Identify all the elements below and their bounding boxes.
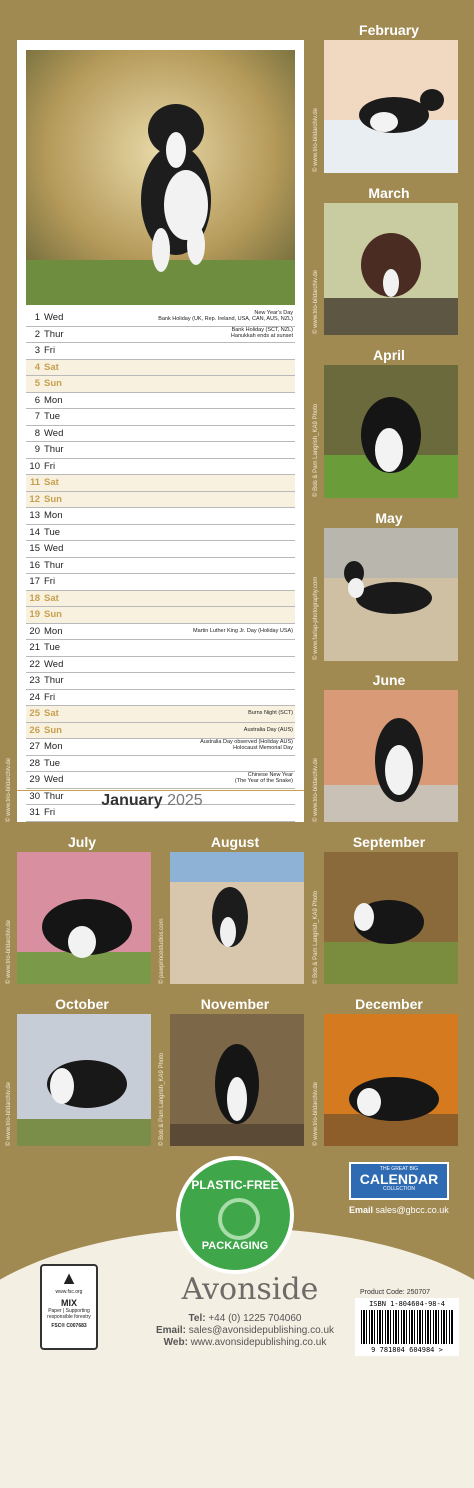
day-number: 6 — [34, 394, 40, 406]
aug-dog-photo — [170, 852, 304, 984]
day-weekday: Fri — [44, 691, 56, 703]
event-text: Hanukkah ends at sunset — [230, 332, 293, 339]
day-number: 1 — [34, 312, 40, 323]
apr-label: April — [373, 347, 405, 363]
day-events — [235, 772, 293, 785]
day-row — [26, 525, 295, 542]
event-text: Bank Holiday (UK, Rep. Ireland, USA, CAN, AUS, NZL) — [158, 316, 293, 323]
day-events — [231, 327, 293, 340]
sep-photo-credit: © Bob & Pam Langrish_KA9 Photo — [313, 890, 319, 984]
apr-photo-image — [324, 365, 458, 498]
web-label: Web: — [163, 1337, 188, 1348]
day-row — [26, 343, 295, 360]
mar-label: March — [368, 185, 410, 201]
dec-dog-photo — [324, 1014, 458, 1146]
day-row — [26, 723, 295, 740]
day-weekday: Fri — [44, 576, 56, 587]
recycle-icon — [218, 1198, 260, 1240]
day-list — [26, 310, 295, 822]
web-value: www.avonsidepublishing.co.uk — [190, 1337, 327, 1348]
event-text: (The Year of the Snake) — [234, 778, 293, 785]
day-weekday: Mon — [44, 394, 63, 406]
feb-dog-photo — [324, 40, 458, 173]
day-row — [26, 558, 295, 575]
jun-photo-image — [324, 690, 458, 822]
nov-photo-credit: © Bob & Pam Langrish_KA9 Photo — [159, 1052, 165, 1146]
day-row — [26, 327, 295, 344]
day-number: 4 — [34, 361, 40, 373]
day-number: 18 — [29, 592, 40, 604]
day-row — [26, 393, 295, 410]
day-weekday: Thur — [44, 444, 64, 455]
mar-photo-image — [324, 203, 458, 335]
tel-value: +44 (0) 1225 704060 — [208, 1313, 302, 1324]
email2-label: Email: — [155, 1325, 186, 1336]
day-weekday: Mon — [44, 510, 63, 521]
jun-photo-credit: © www.trio-bildarchiv.de — [313, 758, 319, 822]
calendar-logo-top: THE GREAT BIG — [379, 1166, 419, 1172]
day-weekday: Fri — [44, 807, 56, 818]
day-row — [26, 739, 295, 756]
gbcc-email-label: Email — [349, 1205, 374, 1215]
event-text: Australia Day (AUS) — [243, 726, 293, 733]
avonside-brand: Avonside — [181, 1272, 319, 1307]
sep-dog-photo — [324, 852, 458, 984]
fsc-mix: MIX — [60, 1298, 77, 1308]
oct-photo-credit: © www.trio-bildarchiv.de — [6, 1082, 12, 1146]
day-number: 30 — [29, 790, 40, 802]
day-number: 12 — [29, 493, 40, 505]
day-number: 25 — [29, 708, 40, 719]
barcode-bars — [361, 1310, 453, 1344]
day-row — [26, 475, 295, 492]
product-code: Product Code: 250707 — [360, 1289, 431, 1296]
day-row — [26, 640, 295, 657]
day-row — [26, 492, 295, 509]
january-photo-image — [26, 50, 295, 305]
badge-bottom-text: PACKAGING — [201, 1240, 269, 1252]
day-number: 22 — [29, 658, 40, 670]
mar-photo-credit: © www.trio-bildarchiv.de — [313, 270, 319, 334]
day-weekday: Fri — [44, 460, 56, 472]
mar-dog-photo — [324, 203, 458, 335]
may-dog-photo — [324, 528, 458, 661]
day-events — [193, 628, 293, 634]
barcode-digits: 9 781804 604984 > — [371, 1346, 443, 1354]
calendar-logo-bottom: COLLECTION — [383, 1186, 415, 1192]
day-number: 16 — [29, 559, 40, 571]
day-weekday: Mon — [44, 741, 63, 752]
day-number: 15 — [29, 543, 40, 554]
day-weekday: Thur — [44, 675, 64, 686]
day-weekday: Tue — [44, 757, 61, 769]
jul-label: July — [67, 834, 96, 850]
day-number: 31 — [29, 807, 40, 818]
day-weekday: Fri — [44, 345, 56, 356]
aug-label: August — [210, 834, 260, 850]
day-number: 29 — [29, 774, 40, 785]
day-weekday: Tue — [44, 642, 61, 653]
day-events — [200, 739, 293, 752]
day-weekday: Thur — [44, 559, 64, 571]
fsc-code: FSC® C007683 — [51, 1323, 87, 1329]
day-number: 5 — [34, 378, 40, 389]
day-row — [26, 409, 295, 426]
feb-photo-image — [324, 40, 458, 173]
sep-photo-image — [324, 852, 458, 984]
fsc-logo — [40, 1264, 98, 1350]
contact-block — [120, 1313, 370, 1349]
nov-label: November — [200, 996, 270, 1012]
day-weekday: Sun — [44, 378, 62, 389]
day-number: 17 — [29, 576, 40, 587]
oct-dog-photo — [17, 1014, 151, 1146]
day-row — [26, 607, 295, 624]
dec-photo-image — [324, 1014, 458, 1146]
day-row — [26, 508, 295, 525]
day-weekday: Thur — [44, 790, 64, 802]
fsc-text: Paper | Supporting responsible forestry — [47, 1308, 91, 1320]
day-weekday: Sat — [44, 361, 59, 373]
event-text: Martin Luther King Jr. Day (Holiday USA) — [193, 627, 293, 634]
day-row — [26, 442, 295, 459]
event-text: Bank Holiday (SCT, NZL) — [231, 326, 293, 333]
email2-value: sales@avonsidepublishing.co.uk — [188, 1325, 335, 1336]
may-photo-credit: © www.farlap-photography.com — [313, 576, 319, 660]
day-row — [26, 673, 295, 690]
day-weekday: Thur — [44, 328, 64, 340]
jun-dog-photo — [324, 690, 458, 822]
tree-icon: ▲ — [60, 1268, 78, 1288]
day-row — [26, 591, 295, 608]
jul-dog-photo — [17, 852, 151, 984]
month-title-rule — [17, 790, 304, 791]
nov-photo-image — [170, 1014, 304, 1146]
day-events — [158, 310, 293, 323]
day-row — [26, 310, 295, 327]
day-weekday: Sun — [44, 493, 62, 505]
day-weekday: Wed — [44, 427, 64, 439]
jun-label: June — [372, 672, 406, 688]
day-row — [26, 690, 295, 707]
day-number: 28 — [29, 757, 40, 769]
jul-photo-image — [17, 852, 151, 984]
day-events — [244, 727, 293, 733]
day-events — [248, 710, 293, 716]
event-text: Holocaust Memorial Day — [233, 745, 293, 752]
day-number: 23 — [29, 675, 40, 686]
day-row — [26, 706, 295, 723]
day-number: 14 — [29, 526, 40, 538]
feb-photo-credit: © www.trio-bildarchiv.de — [313, 108, 319, 172]
gbcc-email — [349, 1205, 449, 1215]
jul-photo-credit: © www.trio-bildarchiv.de — [6, 920, 12, 984]
day-row — [26, 772, 295, 789]
day-row — [26, 426, 295, 443]
day-weekday: Tue — [44, 526, 61, 538]
event-text: New Year's Day — [254, 310, 293, 316]
event-text: Chinese New Year — [247, 772, 293, 778]
month-name: January — [101, 792, 163, 809]
nov-dog-photo — [170, 1014, 304, 1146]
day-number: 9 — [34, 444, 40, 455]
day-number: 19 — [29, 609, 40, 620]
january-dog-photo — [26, 50, 295, 305]
aug-photo-image — [170, 852, 304, 984]
day-number: 24 — [29, 691, 40, 703]
day-weekday: Sat — [44, 708, 59, 719]
dec-photo-credit: © www.trio-bildarchiv.de — [313, 1082, 319, 1146]
day-weekday: Wed — [44, 543, 64, 554]
oct-label: October — [55, 996, 109, 1012]
day-number: 8 — [34, 427, 40, 439]
fsc-site: www.fsc.org — [55, 1289, 83, 1295]
calendar-logo-main: CALENDAR — [359, 1171, 439, 1187]
may-photo-image — [324, 528, 458, 661]
day-weekday: Sun — [44, 724, 62, 736]
day-row — [26, 574, 295, 591]
apr-dog-photo — [324, 365, 458, 498]
day-number: 3 — [34, 345, 40, 356]
gbcc-email-value: sales@gbcc.co.uk — [375, 1205, 449, 1215]
dec-label: December — [355, 996, 423, 1012]
isbn: ISBN 1-804604-98-4 — [369, 1300, 445, 1308]
day-number: 26 — [29, 724, 40, 736]
day-row — [26, 376, 295, 393]
tel-label: Tel: — [188, 1313, 206, 1324]
day-row — [26, 756, 295, 773]
day-number: 13 — [29, 510, 40, 521]
day-row — [26, 624, 295, 641]
day-weekday: Wed — [44, 774, 64, 785]
day-number: 7 — [34, 411, 40, 422]
day-number: 11 — [29, 477, 40, 488]
day-weekday: Tue — [44, 411, 61, 422]
oct-photo-image — [17, 1014, 151, 1146]
day-weekday: Wed — [44, 658, 64, 670]
day-weekday: Wed — [44, 312, 64, 323]
month-year: 2025 — [167, 792, 203, 809]
feb-label: February — [359, 22, 419, 38]
day-weekday: Sat — [44, 477, 59, 488]
calendar-collection-logo — [349, 1162, 449, 1200]
day-weekday: Sun — [44, 609, 62, 620]
day-number: 27 — [29, 741, 40, 752]
january-page — [17, 40, 304, 822]
sep-label: September — [352, 834, 426, 850]
january-photo-credit: © www.trio-bildarchiv.de — [6, 758, 12, 822]
day-number: 2 — [34, 328, 40, 340]
day-weekday: Sat — [44, 592, 59, 604]
apr-photo-credit: © Bob & Pam Langrish_KA9 Photo — [313, 403, 319, 497]
month-title — [0, 792, 304, 810]
aug-photo-credit: © pawprincestudios.com — [159, 918, 165, 984]
day-row — [26, 541, 295, 558]
badge-top-text: PLASTIC-FREE — [191, 1178, 279, 1192]
day-number: 10 — [29, 460, 40, 472]
day-number: 21 — [29, 642, 40, 653]
barcode — [355, 1298, 459, 1356]
day-row — [26, 360, 295, 377]
day-row — [26, 657, 295, 674]
day-weekday: Mon — [44, 625, 63, 637]
day-row — [26, 459, 295, 476]
event-text: Burns Night (SCT) — [248, 710, 293, 716]
plastic-free-badge — [180, 1160, 290, 1270]
may-label: May — [375, 510, 403, 526]
day-number: 20 — [29, 625, 40, 637]
event-text: Australia Day observed (Holiday AUS) — [200, 739, 293, 745]
